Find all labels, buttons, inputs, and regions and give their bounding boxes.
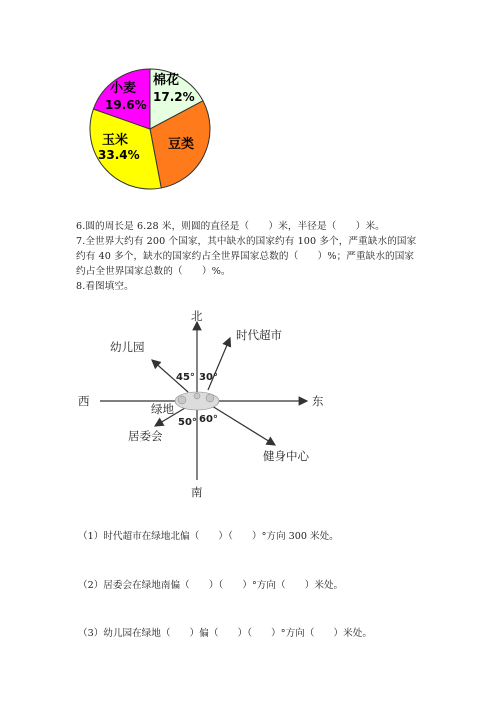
fitness-label: 健身中心 [263, 449, 309, 463]
question-7-line-3: 约占全世界国家总数的（ ）%。 [76, 266, 231, 277]
angle-se: 60° [199, 414, 218, 425]
slice-label-soy: 豆类 [168, 137, 195, 152]
fill-question-1: （1）时代超市在绿地北偏（ ）（ ）°方向 300 米处。 [78, 531, 339, 542]
slice-label-corn: 玉米 [102, 133, 129, 148]
west-label: 西 [78, 394, 90, 408]
pie-slices [90, 69, 210, 189]
slice-value-wheat: 19.6% [105, 98, 147, 112]
fill-question-3: （3）幼儿园在绿地（ ）偏（ ）（ ）°方向（ ）米处。 [78, 628, 372, 639]
fill-question-2: （2）居委会在绿地南偏（ ）（ ）°方向（ ）米处。 [78, 580, 344, 591]
slice-value-cotton: 17.2% [153, 90, 195, 104]
question-7-line-2: 约有 40 多个，缺水的国家约占全世界国家总数的（ ）%；严重缺水的国家 [76, 251, 415, 262]
east-label: 东 [312, 394, 324, 408]
direction-map [70, 300, 340, 505]
angle-nw: 45° [176, 372, 195, 383]
south-label: 南 [191, 485, 203, 499]
kindergarten-label: 幼儿园 [110, 340, 145, 354]
supermarket-label: 时代超市 [236, 328, 282, 342]
angle-ne: 30° [199, 372, 218, 383]
committee-label: 居委会 [128, 429, 163, 443]
slice-value-corn: 33.4% [98, 148, 140, 162]
question-7-line-1: 7.全世界大约有 200 个国家，其中缺水的国家约有 100 多个，严重缺水的国家 [76, 236, 417, 247]
question-8: 8.看图填空。 [76, 281, 134, 292]
question-6: 6.圆的周长是 6.28 米，则圆的直径是（ ）米，半径是（ ）米。 [76, 221, 385, 232]
green-area-icon [175, 392, 219, 410]
angle-sw: 50° [178, 417, 197, 428]
north-label: 北 [191, 309, 203, 323]
slice-label-cotton: 棉花 [153, 73, 180, 88]
center-label: 绿地 [151, 402, 174, 416]
crop-pie-chart [80, 62, 220, 197]
slice-label-wheat: 小麦 [110, 81, 137, 96]
ray-fitness [212, 406, 275, 445]
